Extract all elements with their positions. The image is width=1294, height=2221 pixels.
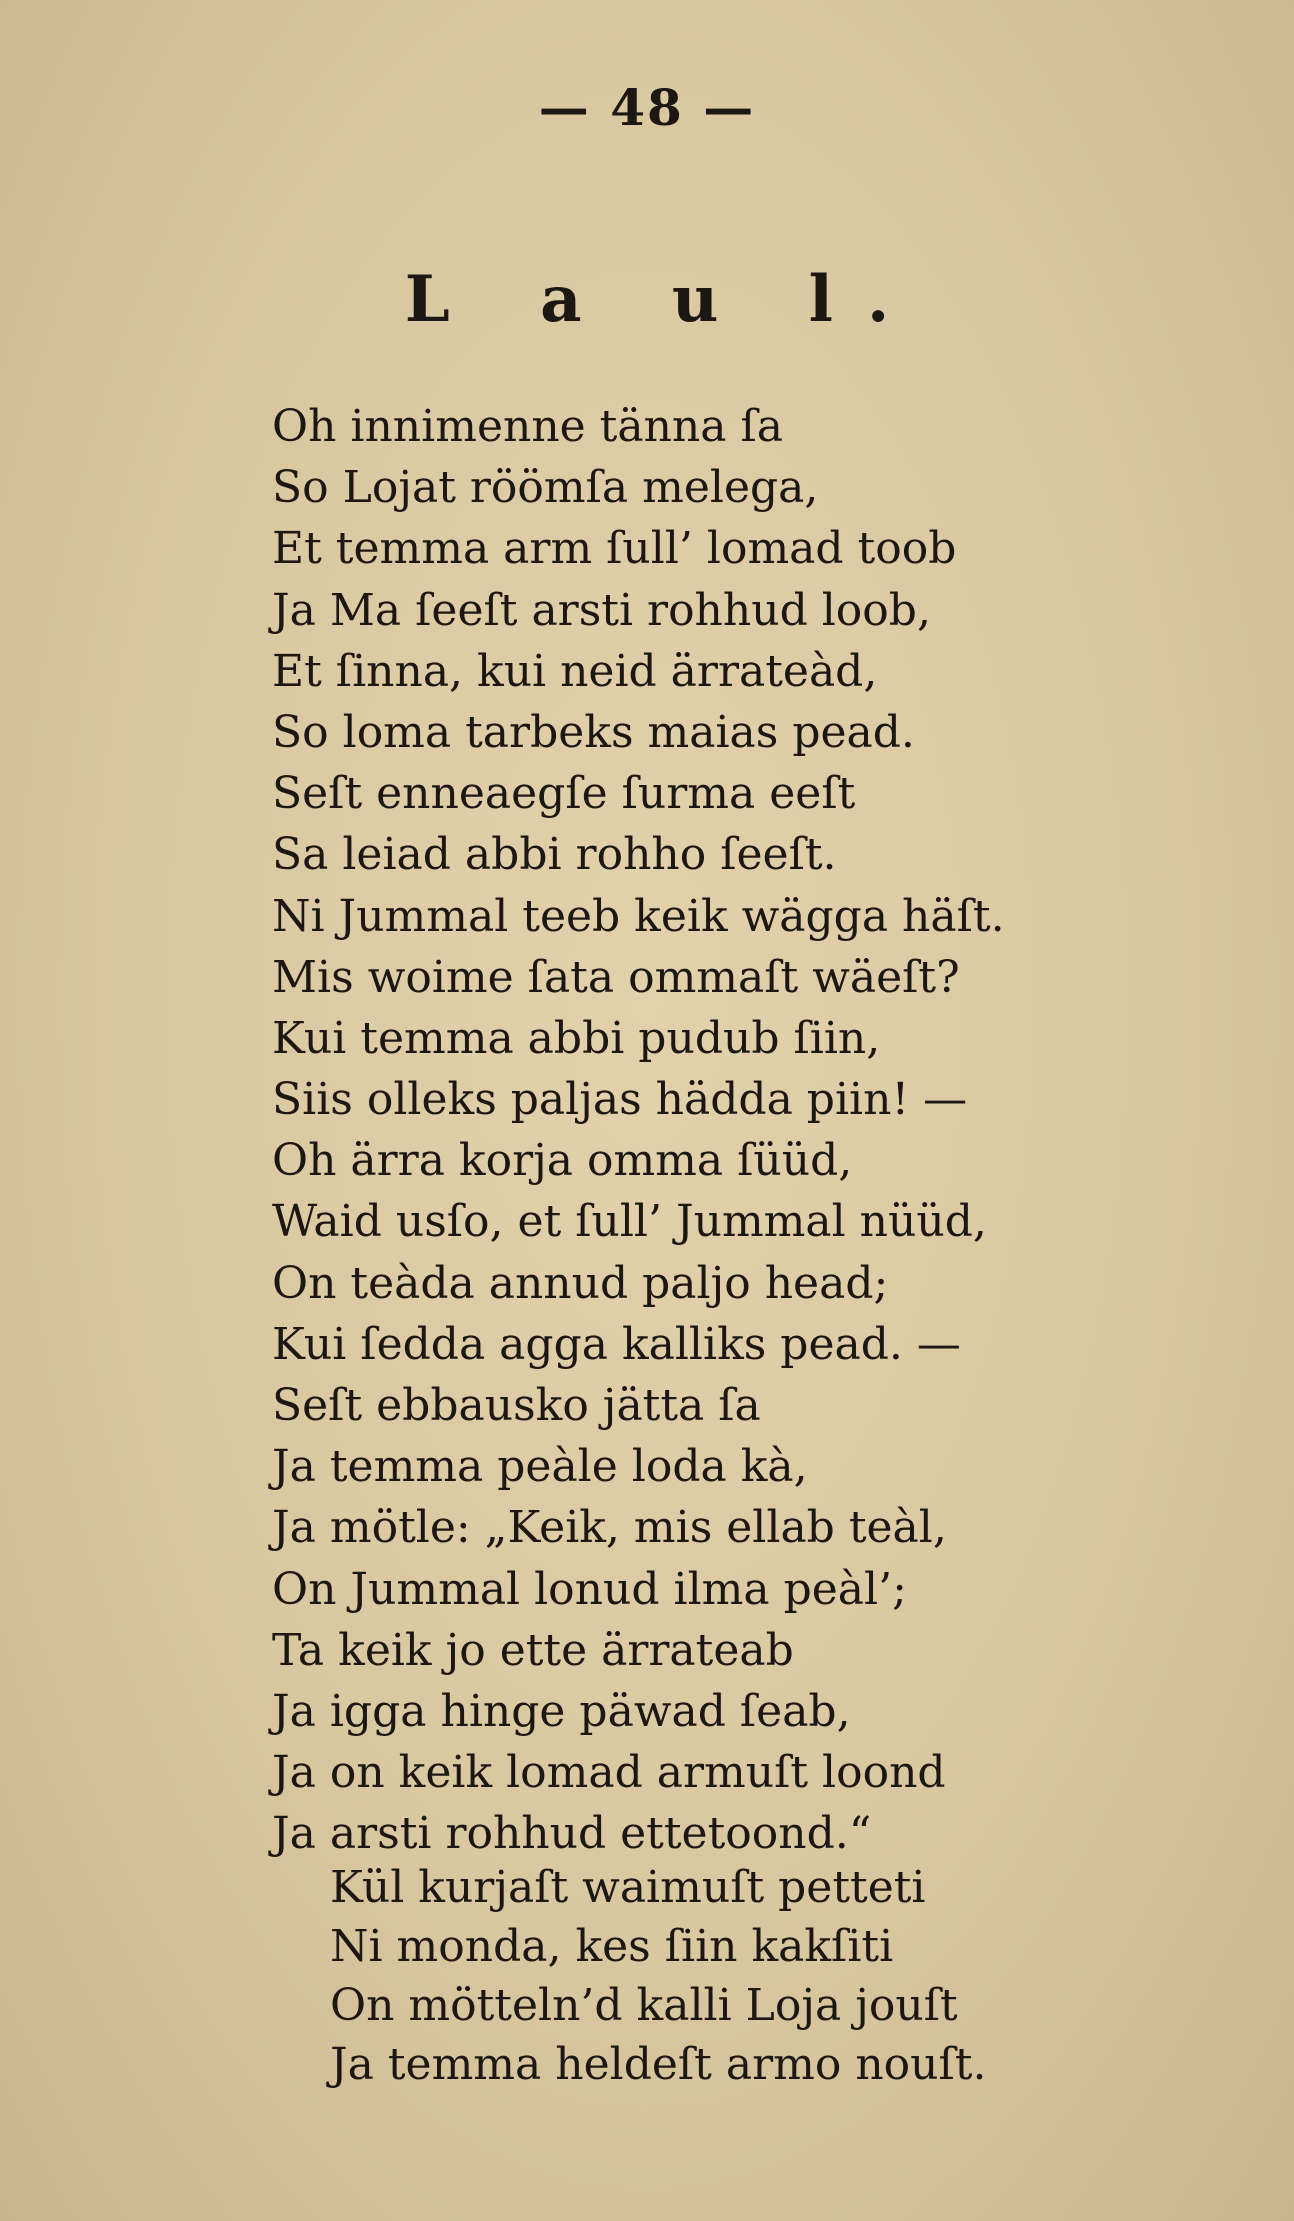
poem-line: Seſt enneaegſe ſurma eeſt — [272, 768, 856, 820]
poem-line: On teàda annud paljo head; — [272, 1257, 889, 1309]
poem-line: Oh ärra korja omma ſüüd, — [272, 1135, 853, 1187]
poem-line: So Lojat röömſa melega, — [272, 462, 819, 514]
poem-line: Seſt ebbausko jätta ſa — [272, 1380, 761, 1431]
poem-line: Et ſinna, kui neid ärrateàd, — [272, 645, 878, 697]
poem-line: Ja Ma ſeeſt arsti rohhud loob, — [272, 584, 931, 636]
page-number: — 48 — — [538, 78, 756, 137]
poem-line: Oh innimenne tänna ſa — [272, 401, 784, 452]
poem-line: Waid usſo, et ſull’ Jummal nüüd, — [272, 1196, 987, 1248]
poem-line: On mötteln’d kalli Loja jouſt — [330, 1980, 958, 2031]
poem-line: Kui ſedda agga kalliks pead. — — [272, 1318, 961, 1370]
poem-line: Ja on keik lomad armuſt loond — [272, 1747, 946, 1799]
poem-line: Ja igga hinge päwad ſeab, — [272, 1685, 851, 1737]
poem-line: So loma tarbeks maias pead. — [272, 706, 915, 758]
poem-line: Ja temma heldeſt armo nouſt. — [330, 2039, 987, 2090]
poem-line: Ni Jummal teeb keik wägga häſt. — [272, 890, 1005, 942]
poem-stanza — [330, 1858, 1230, 2094]
poem-line: Ja temma peàle loda kà, — [272, 1441, 808, 1493]
poem-line: Ja mötle: „Keik, mis ellab teàl, — [272, 1502, 947, 1554]
poem-line: Ja arsti rohhud ettetoond.“ — [272, 1808, 872, 1860]
poem-stanza — [272, 396, 1172, 1865]
poem-line: Ni monda, kes ſiin kakſiti — [330, 1921, 894, 1972]
poem-line: Mis woime ſata ommaſt wäeſt? — [272, 951, 960, 1003]
poem-line: Kui temma abbi pudub ſiin, — [272, 1012, 881, 1064]
poem-line: Et temma arm ſull’ lomad toob — [272, 523, 957, 575]
poem-line: Siis olleks paljas hädda piin! — — [272, 1074, 968, 1126]
poem-line: Sa leiad abbi rohho ſeeſt. — [272, 829, 837, 881]
poem-title: L a u l. — [404, 262, 924, 337]
poem-line: Kül kurjaſt waimuſt petteti — [330, 1862, 926, 1913]
poem-line: Ta keik jo ette ärrateab — [272, 1624, 794, 1676]
poem-line: On Jummal lonud ilma peàl’; — [272, 1563, 907, 1615]
